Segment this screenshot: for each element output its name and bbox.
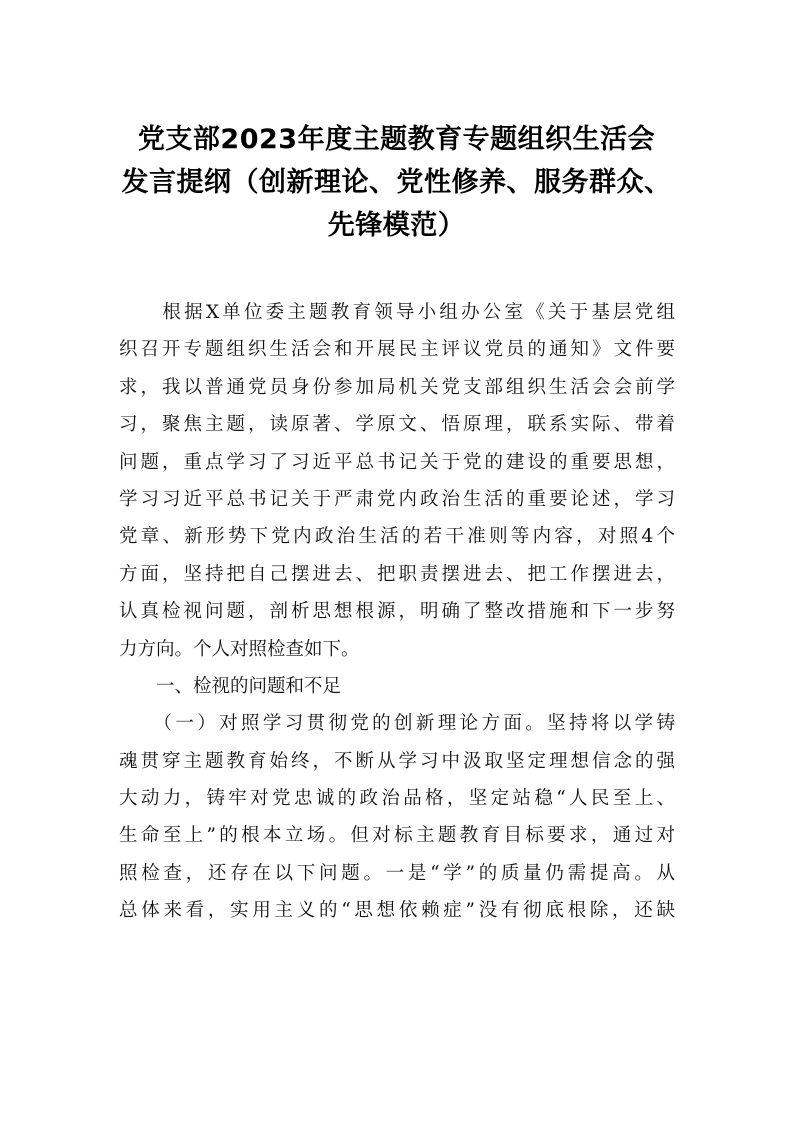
body-line: 魂贯穿主题教育始终，不断从学习中汲取坚定理想信念的强 (119, 750, 675, 772)
body-line: 根据X单位委主题教育领导小组办公室《关于基层党组 (119, 302, 675, 323)
body-line: 织召开专题组织生活会和开展民主评议党员的通知》文件要 (119, 339, 675, 361)
body-line: 习，聚焦主题，读原著、学原文、悟原理，联系实际、带着 (119, 414, 675, 436)
body-line: 总体来看，实用主义的“思想依赖症”没有彻底根除，还缺 (119, 900, 675, 922)
body-line: 问题，重点学习了习近平总书记关于党的建设的重要思想， (119, 451, 675, 473)
body-line: 认真检视问题，剖析思想根源，明确了整改措施和下一步努 (119, 601, 675, 623)
body-line: 生命至上”的根本立场。但对标主题教育目标要求，通过对 (119, 825, 675, 847)
body-line: 照检查，还存在以下问题。一是“学”的质量仍需提高。从 (119, 862, 675, 884)
body-line: 方面，坚持把自己摆进去、把职责摆进去、把工作摆进去， (119, 563, 675, 585)
title-line-2: 发言提纲（创新理论、党性修养、服务群众、 (121, 167, 672, 198)
title-line-3: 先锋模范） (327, 210, 466, 241)
body-line: 力方向。个人对照检查如下。 (119, 638, 360, 660)
document-body (119, 294, 675, 930)
document-title (100, 118, 693, 247)
section-heading: 一、检视的问题和不足 (119, 675, 342, 697)
body-line: 求，我以普通党员身份参加局机关党支部组织生活会会前学 (119, 376, 675, 398)
body-line: 党章、新形势下党内政治生活的若干准则等内容，对照4个 (119, 526, 675, 548)
title-line-1: 党支部2023年度主题教育专题组织生活会 (137, 124, 656, 155)
body-line: （一）对照学习贯彻党的创新理论方面。坚持将以学铸 (119, 713, 675, 735)
body-line: 大动力，铸牢对党忠诚的政治品格，坚定站稳“人民至上、 (119, 788, 675, 810)
body-line: 学习习近平总书记关于严肃党内政治生活的重要论述，学习 (119, 488, 675, 510)
